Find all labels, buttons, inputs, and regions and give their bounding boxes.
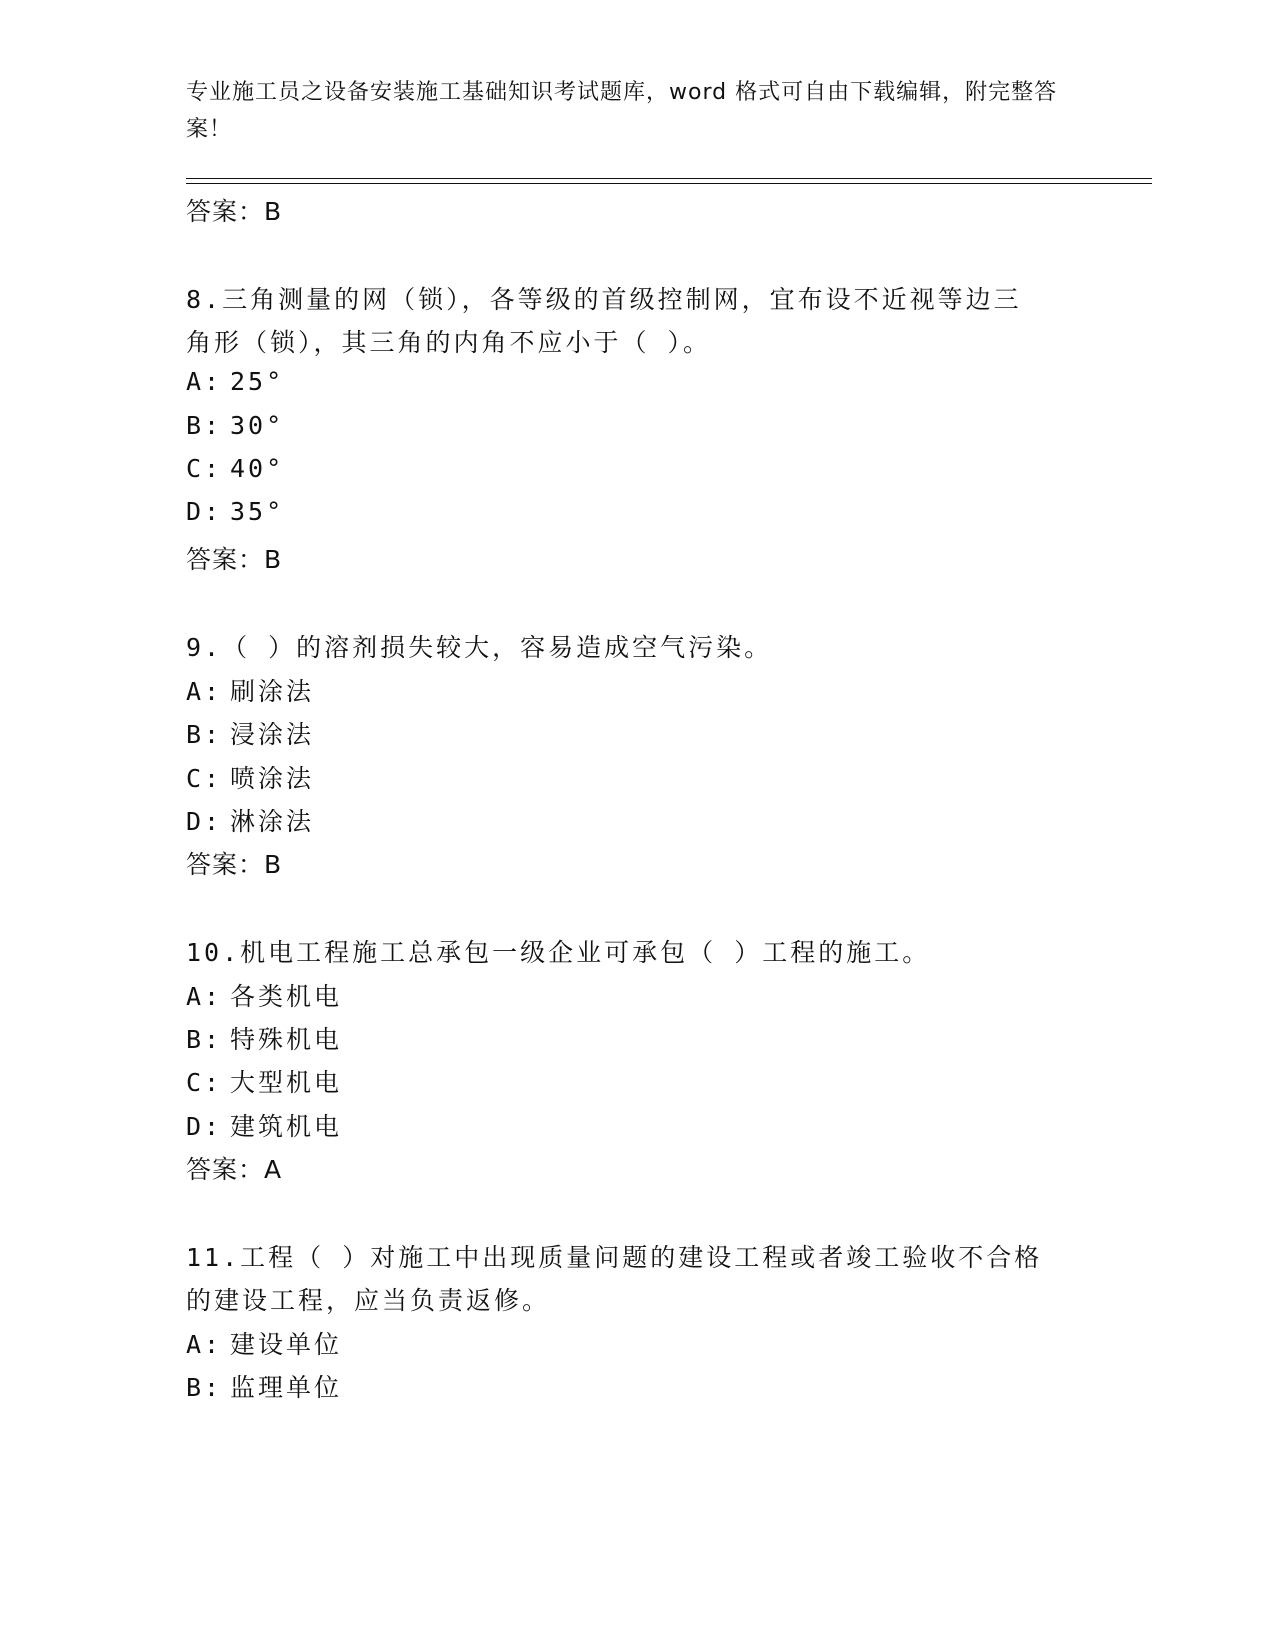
option-label: D: xyxy=(186,1112,223,1141)
answer-prev: 答案：B xyxy=(186,197,283,226)
option-text: 刷涂法 xyxy=(230,677,315,706)
header-rule-bottom xyxy=(186,183,1152,184)
q9-option-b xyxy=(186,715,314,751)
q9-option-d xyxy=(186,802,314,838)
option-text: 监理单位 xyxy=(230,1373,343,1402)
option-label: A: xyxy=(186,1330,223,1359)
q10-option-a xyxy=(186,977,342,1013)
document-header: 专业施工员之设备安装施工基础知识考试题库，word 格式可自由下载编辑，附完整答案！ xyxy=(186,80,1058,142)
option-text: 大型机电 xyxy=(230,1068,343,1097)
option-label: A: xyxy=(186,677,223,706)
option-text: 40° xyxy=(230,454,285,483)
q11-stem-line2: 的建设工程，应当负责返修。 xyxy=(186,1286,551,1315)
option-label: A: xyxy=(186,367,223,396)
option-text: 浸涂法 xyxy=(230,720,315,749)
q10-option-c xyxy=(186,1063,342,1099)
q8-option-a xyxy=(186,367,284,396)
option-label: B: xyxy=(186,411,223,440)
q8-option-c xyxy=(186,454,284,483)
option-text: 35° xyxy=(230,497,285,526)
option-label: B: xyxy=(186,720,223,749)
q11-stem-line1: 11.工程（ ）对施工中出现质量问题的建设工程或者竣工验收不合格 xyxy=(186,1243,1043,1272)
option-label: A: xyxy=(186,982,223,1011)
q8-answer: 答案：B xyxy=(186,545,283,574)
q10-stem-line1: 10.机电工程施工总承包一级企业可承包（ ）工程的施工。 xyxy=(186,938,931,967)
q11-option-a xyxy=(186,1325,342,1361)
q8-stem-line2: 角形（锁），其三角的内角不应小于（ ）。 xyxy=(186,328,712,357)
option-text: 各类机电 xyxy=(230,982,343,1011)
option-text: 25° xyxy=(230,367,285,396)
q10-answer: 答案：A xyxy=(186,1155,283,1184)
option-label: B: xyxy=(186,1373,223,1402)
option-text: 特殊机电 xyxy=(230,1025,343,1054)
option-text: 建筑机电 xyxy=(230,1112,343,1141)
header-rule-top xyxy=(186,178,1152,179)
q9-option-c xyxy=(186,759,314,795)
option-label: C: xyxy=(186,764,223,793)
q9-stem-line1: 9.（ ）的溶剂损失较大，容易造成空气污染。 xyxy=(186,633,773,662)
option-text: 建设单位 xyxy=(230,1330,343,1359)
q10-option-d xyxy=(186,1107,342,1143)
option-text: 30° xyxy=(230,411,285,440)
option-label: D: xyxy=(186,497,223,526)
option-label: C: xyxy=(186,1068,223,1097)
option-label: B: xyxy=(186,1025,223,1054)
option-text: 喷涂法 xyxy=(230,764,315,793)
q10-option-b xyxy=(186,1020,342,1056)
q9-option-a xyxy=(186,672,314,708)
q8-option-b xyxy=(186,411,284,440)
q8-stem-line1: 8.三角测量的网（锁），各等级的首级控制网，宜布设不近视等边三 xyxy=(186,285,1022,314)
q9-answer: 答案：B xyxy=(186,850,283,879)
option-text: 淋涂法 xyxy=(230,807,315,836)
option-label: C: xyxy=(186,454,223,483)
option-label: D: xyxy=(186,807,223,836)
q8-option-d xyxy=(186,497,284,526)
q11-option-b xyxy=(186,1368,342,1404)
